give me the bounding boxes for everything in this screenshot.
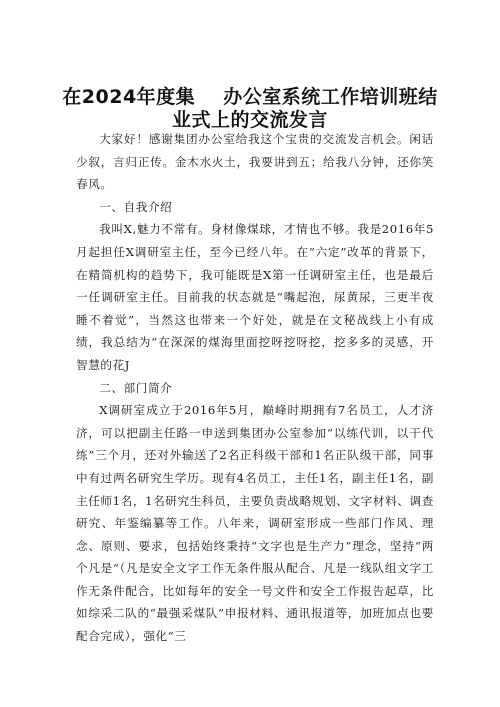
- document-body: [76, 128, 434, 648]
- section-heading-self-intro: 一、自我介绍: [99, 199, 173, 214]
- section-heading-department: 二、部门简介: [99, 380, 173, 395]
- title-part-2: 办公室系统工作培训班结: [223, 86, 438, 108]
- department-paragraph: X调研室成立于2016年5月，巅峰时期拥有7名员工，人才济济，可以把副主任路一申送到集团办公室参加“以练代训，以干代练”三个月，还对外输送了2名正科级干部和1名正队级干部，同事中有过两名研究生学历。现有4名员工，主任1名，副主任1名，副主任师1名，1名研究生科员，主要负责战略规划、文字材料、调查研究、年鉴编纂等工作。八年来，调研室形成一些部门作风、理念、原则、要求，包括始终秉持“文字也是生产力”理念，坚持“两个凡是“（凡是安全文字工作无条件服从配合、凡是一线队组文字工作无条件配合，比如每年的安全一号文件和安全工作报告起草，比如综采二队的“最强采煤队”申报材料、通讯报道等，加班加点也要配合完成），强化“三: [76, 403, 434, 644]
- self-intro-paragraph: 我叫X,魅力不常有。身材像煤球，才情也不够。我是2016年5月起担任X调研室主任，至今已经八年。在“六定”改革的背景下，在精简机构的趋势下，我可能既是X第一任调研室主任，也是最后一任调研室主任。目前我的状态就是“嘴起泡，尿黄尿，三更半夜睡不着觉”，当然这也带来一个好处，就是在文秘战线上小有成绩，我总结为“在深深的煤海里面挖呀挖呀挖，挖多多的灵感，开智慧的花J: [76, 222, 434, 372]
- title-part-1: 在2024年度集: [62, 86, 196, 108]
- greeting-paragraph: 大家好！感谢集团办公室给我这个宝贵的交流发言机会。闲话少叙，言归正传。金木水火土，我要讲到五；给我八分钟，还你笑春风。: [76, 132, 434, 192]
- document-title-line-2: 业式上的交流发言: [171, 109, 328, 131]
